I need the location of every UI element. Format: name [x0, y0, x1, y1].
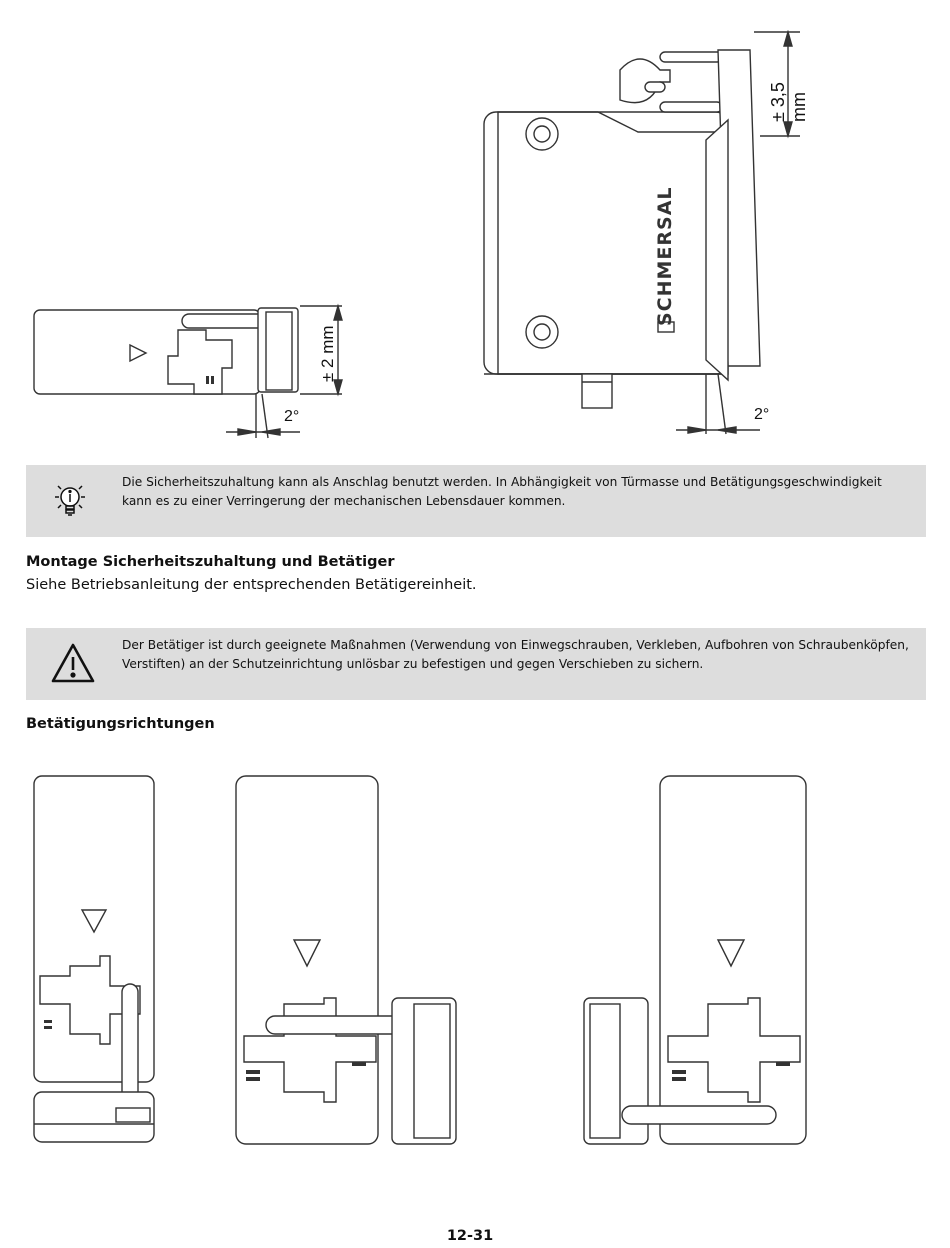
info-notice: [26, 465, 926, 537]
lightbulb-info-icon: [52, 481, 88, 521]
warning-notice: [26, 628, 926, 700]
figure-large-device: [470, 30, 810, 440]
warning-triangle-icon: [50, 642, 96, 684]
angle-label-small: 2°: [284, 408, 300, 425]
figure-small-device: [0, 290, 400, 450]
angle-label-large: 2°: [754, 406, 770, 423]
figure-direction-3: [580, 772, 810, 1152]
brand-label: SCHMERSAL: [654, 186, 676, 326]
figure-direction-1: [30, 772, 160, 1152]
heading-mounting: Montage Sicherheitszuhaltung und Betätiger: [26, 554, 395, 570]
text-mounting: Siehe Betriebsanleitung der entsprechenden Betätigereinheit.: [26, 577, 477, 593]
page-number: 12-31: [446, 1228, 494, 1244]
figure-direction-2: [232, 772, 462, 1152]
dimension-label-2mm: ± 2 mm: [318, 325, 337, 382]
dimension-label-3-5mm: ± 3,5 mm: [768, 82, 809, 122]
warning-notice-text: Der Betätiger ist durch geeignete Maßnahmen (Verwendung von Einwegschrauben, Verkleben, Aufbohren von Schraubenköpfen, Verstiften) an der Schutzeinrichtung unlösbar zu befestigen und gegen Verschieben zu sichern.: [122, 638, 909, 671]
heading-directions: Betätigungsrichtungen: [26, 716, 215, 732]
info-notice-text: Die Sicherheitszuhaltung kann als Anschlag benutzt werden. In Abhängigkeit von Türmasse und Betätigungsgeschwindigkeit kann es zu einer Verringerung der mechanischen Lebensdauer kommen.: [122, 475, 882, 508]
